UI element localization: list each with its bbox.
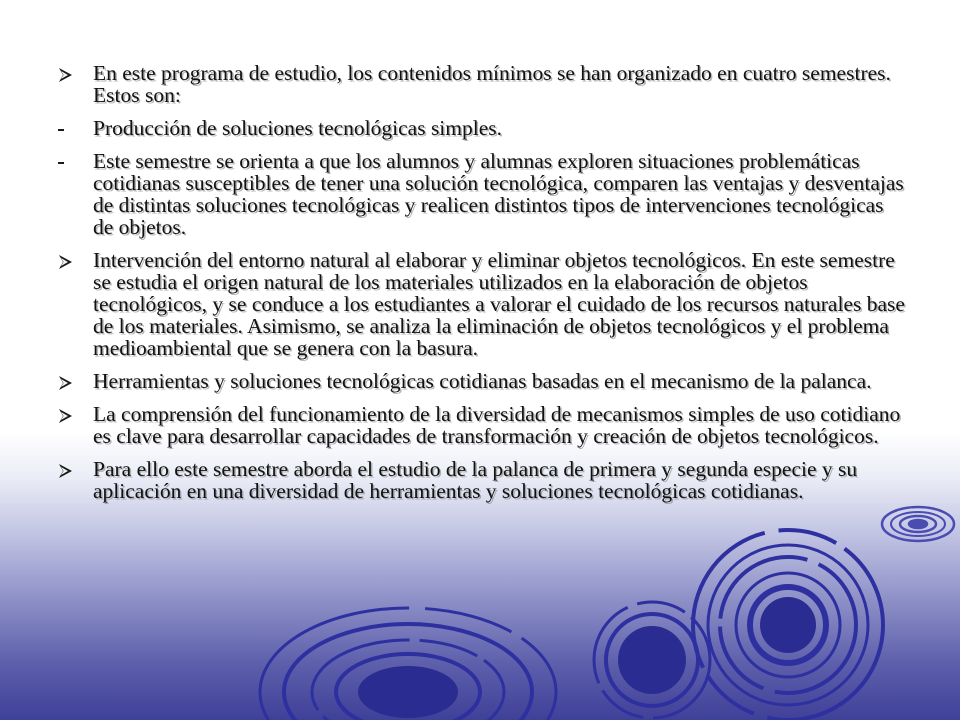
list-item-text: Herramientas y soluciones tecnológicas cotidianas basadas en el mecanismo de la palanca. — [93, 369, 872, 393]
medium-ring-icon — [594, 602, 710, 718]
slide-content — [58, 62, 908, 513]
list-item — [58, 370, 908, 392]
list-item-text: Producción de soluciones tecnológicas simples. — [93, 116, 503, 140]
list-item-text: En este programa de estudio, los contenidos mínimos se han organizado en cuatro semestres. Estos son: — [93, 61, 891, 107]
list-item — [58, 458, 908, 502]
dash-bullet-icon — [58, 117, 93, 139]
list-item-text: La comprensión del funcionamiento de la diversidad de mecanismos simples de uso cotidiano es clave para desarrollar capacidades de transformación y creación de objetos tecnológicos. — [93, 402, 901, 448]
list-item — [58, 249, 908, 359]
list-item-text: Este semestre se orienta a que los alumnos y alumnas exploren situaciones problemáticas cotidianas susceptibles de tener una solución tecnológica, comparen las ventajas y desventajas de distintas soluciones tecnológicas y realicen distintos tipos de intervenciones tecnológicas de objetos. — [93, 149, 904, 239]
arrow-bullet-icon — [58, 403, 93, 425]
list-item-text: Para ello este semestre aborda el estudio de la palanca de primera y segunda especie y su aplicación en una diversidad de herramientas y soluciones tecnológicas cotidianas. — [93, 457, 858, 503]
bottom-ring-icon — [260, 608, 556, 720]
arrow-bullet-icon — [58, 370, 93, 392]
dash-bullet-icon — [58, 150, 93, 172]
list-item-text: Intervención del entorno natural al elaborar y eliminar objetos tecnológicos. En este semestre se estudia el origen natural de los materiales utilizados en la elaboración de objetos tecnológicos, y se conduce a los estudiantes a valorar el cuidado de los recursos naturales base de los materiales. Asimismo, se analiza la eliminación de objetos tecnológicos y el problema medioambiental que se genera con la basura. — [93, 248, 905, 360]
large-ring-icon — [693, 530, 883, 720]
arrow-bullet-icon — [58, 458, 93, 480]
list-item — [58, 403, 908, 447]
list-item — [58, 117, 908, 139]
list-item — [58, 62, 908, 106]
list-item — [58, 150, 908, 238]
arrow-bullet-icon — [58, 249, 93, 271]
arrow-bullet-icon — [58, 62, 93, 84]
